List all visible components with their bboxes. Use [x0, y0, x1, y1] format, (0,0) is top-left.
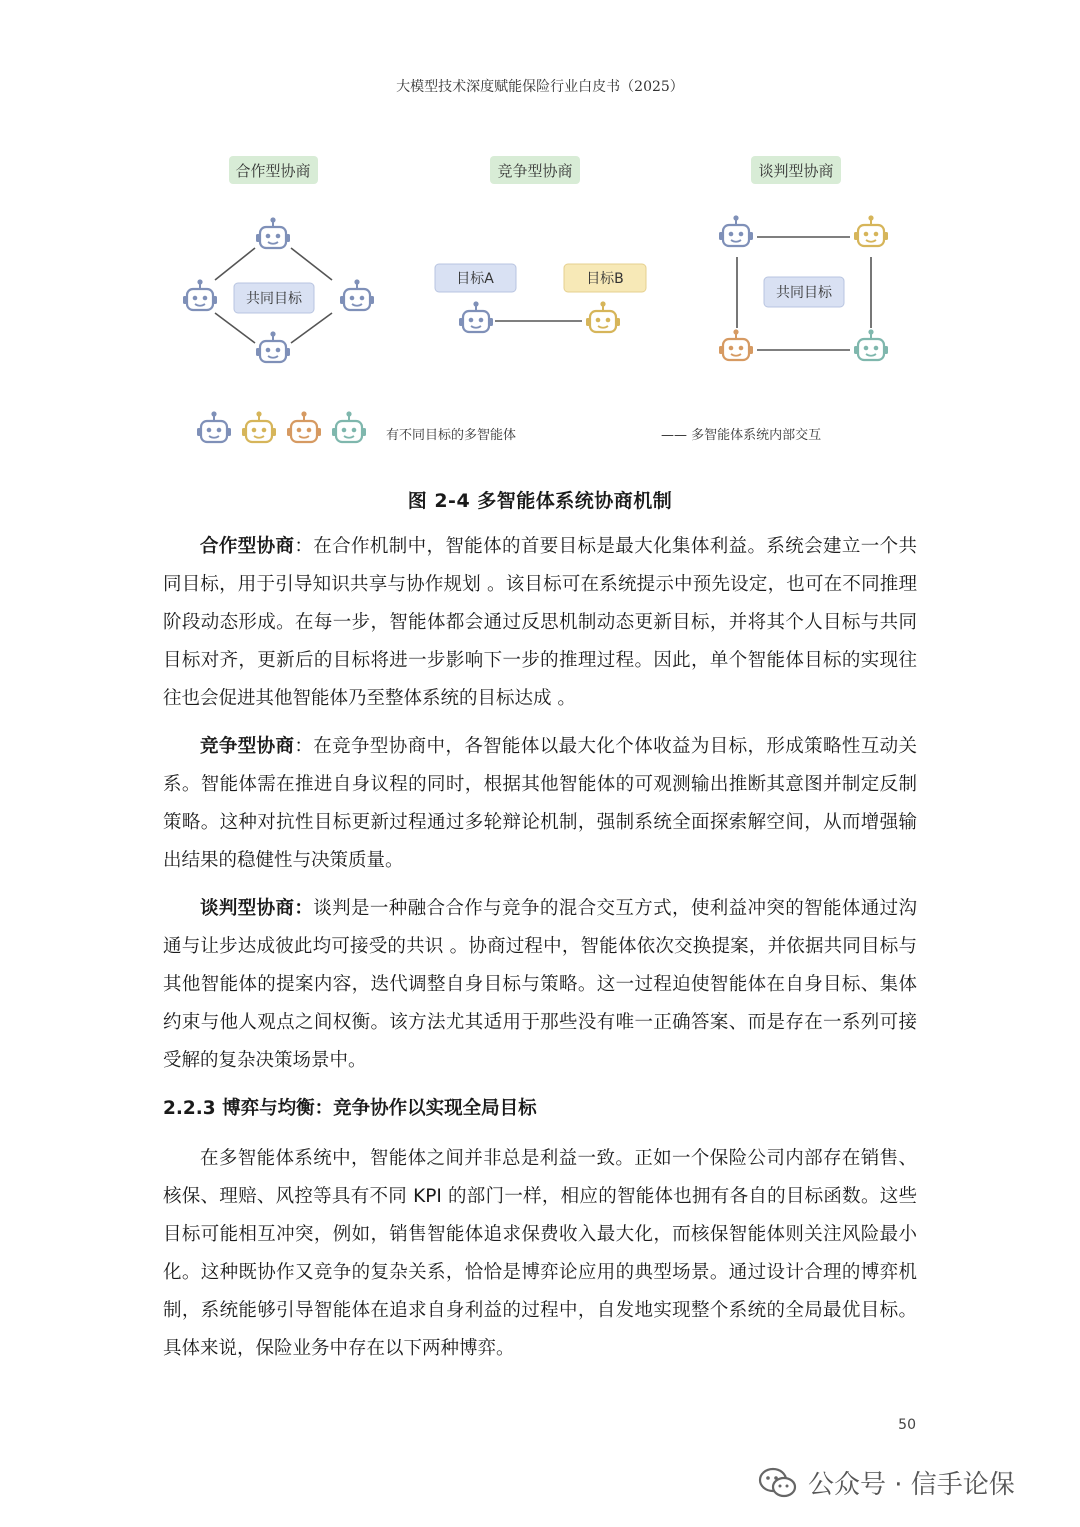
paragraph-negotiation	[163, 890, 917, 1080]
paragraph-competitive	[163, 728, 917, 880]
diagram-legend	[197, 411, 821, 443]
figure-caption: 图 2-4 多智能体系统协商机制	[407, 490, 673, 512]
agent-bot-icon	[256, 331, 290, 362]
legend-bot-icon	[332, 411, 366, 442]
agent-bot-icon	[586, 301, 620, 332]
wechat-icon	[758, 1466, 798, 1500]
panel-cooperative	[183, 156, 374, 362]
agent-bot-icon	[256, 217, 290, 248]
legend-line-label: —— 多智能体系统内部交互	[661, 428, 822, 443]
watermark	[758, 1464, 1015, 1501]
negotiation-mechanism-diagram	[0, 140, 1080, 460]
goal-b-label: 目标B	[586, 271, 624, 287]
paragraph-negotiation-text: 谈判是一种融合合作与竞争的混合交互方式，使利益冲突的智能体通过沟通与让步达成彼此均可接受的共识 。协商过程中，智能体依次交换提案，并依据共同目标与其他智能体的提案内容，迭代调整自身目标与策略。这一过程迫使智能体在自身目标、集体约束与他人观点之间权衡。该方法尤其适用于那些没有唯一正确答案、而是存在一系列可接受解的复杂决策场景中。	[163, 898, 917, 1071]
agent-bot-icon	[854, 215, 888, 246]
panel-competitive	[435, 156, 646, 332]
agent-bot-icon	[719, 215, 753, 246]
watermark-text: 公众号 · 信手论保	[808, 1470, 1015, 1500]
agent-bot-icon	[854, 329, 888, 360]
term-cooperative: 合作型协商	[200, 536, 295, 557]
section-body-paragraph: 在多智能体系统中，智能体之间并非总是利益一致。正如一个保险公司内部存在销售、核保、理赔、风控等具有不同 KPI 的部门一样，相应的智能体也拥有各自的目标函数。这些目标可能相互冲突，例如，销售智能体追求保费收入最大化，而核保智能体则关注风险最小化。这种既协作又竞争的复杂关系，恰恰是博弈论应用的典型场景。通过设计合理的博弈机制，系统能够引导智能体在追求自身利益的过程中，自发地实现整个系统的全局最优目标。具体来说，保险业务中存在以下两种博弈。	[163, 1148, 917, 1359]
legend-agents-label: 有不同目标的多智能体	[386, 428, 517, 443]
cooperative-title: 合作型协商	[235, 162, 311, 180]
agent-bot-icon	[719, 329, 753, 360]
agent-bot-icon	[340, 279, 374, 310]
negotiation-title: 谈判型协商	[758, 162, 834, 180]
legend-bot-icon	[197, 411, 231, 442]
cooperative-common-goal-label: 共同目标	[246, 291, 302, 307]
document-header-title: 大模型技术深度赋能保险行业白皮书（2025）	[396, 79, 684, 95]
page-number: 50	[898, 1417, 916, 1433]
competitive-title: 竞争型协商	[497, 162, 573, 180]
legend-bot-icon	[242, 411, 276, 442]
term-negotiation: 谈判型协商：	[200, 898, 314, 919]
panel-negotiation	[719, 156, 888, 360]
negotiation-common-goal-label: 共同目标	[776, 285, 832, 301]
goal-a-label: 目标A	[456, 271, 494, 287]
paragraph-cooperative	[163, 528, 917, 718]
paragraph-competitive-text: ：在竞争型协商中，各智能体以最大化个体收益为目标，形成策略性互动关系。智能体需在推进自身议程的同时，根据其他智能体的可观测输出推断其意图并制定反制策略。这种对抗性目标更新过程通过多轮辩论机制，强制系统全面探索解空间，从而增强输出结果的稳健性与决策质量。	[163, 736, 917, 871]
term-competitive: 竞争型协商	[200, 736, 295, 757]
legend-bot-icon	[287, 411, 321, 442]
agent-bot-icon	[183, 279, 217, 310]
paragraph-cooperative-text: ：在合作机制中，智能体的首要目标是最大化集体利益。系统会建立一个共同目标，用于引导知识共享与协作规划 。该目标可在系统提示中预先设定，也可在不同推理阶段动态形成。在每一步，智能体都会通过反思机制动态更新目标，并将其个人目标与共同目标对齐，更新后的目标将进一步影响下一步的推理过程。因此，单个智能体目标的实现往往也会促进其他智能体乃至整体系统的目标达成 。	[163, 536, 917, 709]
agent-bot-icon	[459, 301, 493, 332]
section-heading: 2.2.3 博弈与均衡：竞争协作以实现全局目标	[163, 1098, 537, 1119]
